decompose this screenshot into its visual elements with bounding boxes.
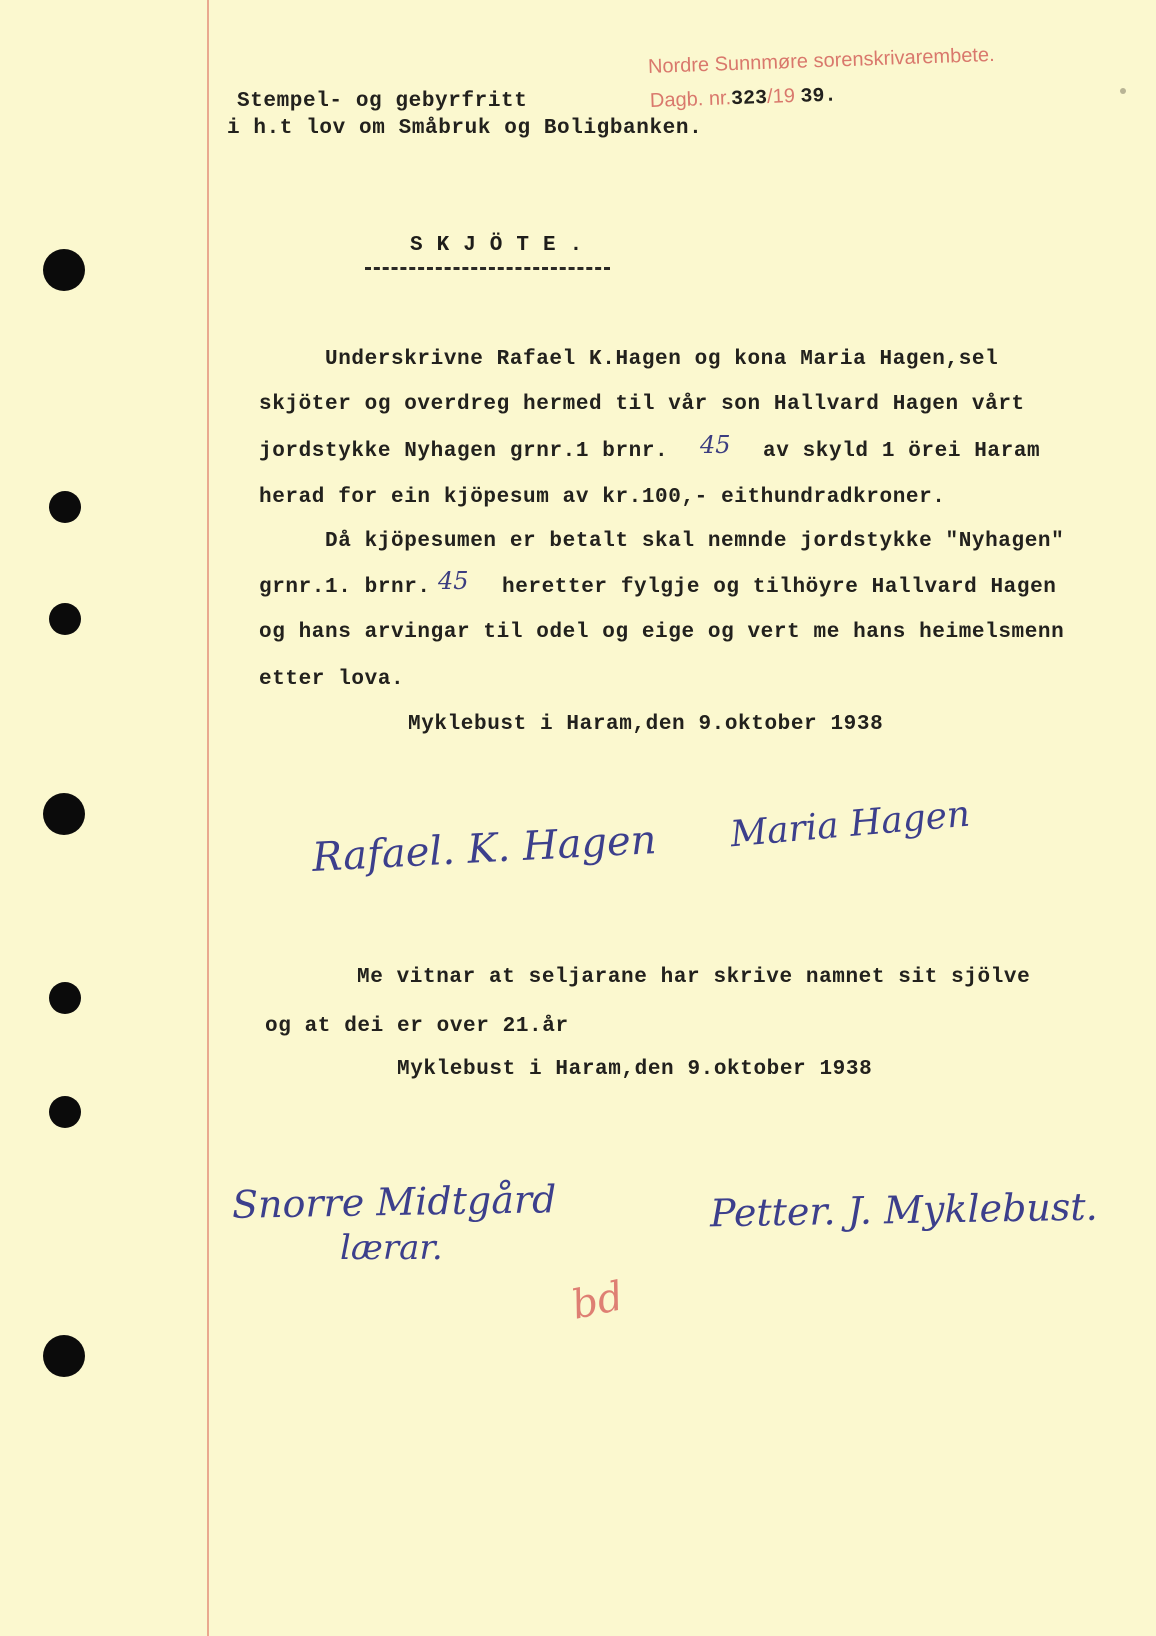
punch-hole-5 [49,982,81,1014]
handwritten-brnr-1: 45 [700,431,731,459]
signature-witness-1-title: lærar. [340,1228,443,1268]
body-p2-line-4: etter lova. [259,668,405,691]
place-date-2: Myklebust i Haram,den 9.oktober 1938 [397,1058,873,1081]
punch-hole-4 [43,793,85,835]
body-p2-line-2b: heretter fylgje og tilhöyre Hallvard Hagen [502,576,1057,599]
body-p1-line-3a: jordstykke Nyhagen grnr.1 brnr. [259,440,669,463]
signature-witness-2: Petter. J. Myklebust. [709,1184,1099,1236]
punch-hole-3 [49,603,81,635]
paper-speck [1120,88,1126,94]
fee-exempt-line-1: Stempel- og gebyrfritt [237,90,528,113]
registry-stamp-entry [650,83,837,113]
stamp-dagb-label: Dagb. nr. [649,87,732,112]
body-p1-line-1: Underskrivne Rafael K.Hagen og kona Maria Hagen,sel [325,348,999,371]
body-p1-line-3b: av skyld 1 örei Haram [763,440,1041,463]
signature-seller-2: Maria Hagen [728,793,972,856]
handwritten-brnr-2: 45 [438,567,469,595]
place-date-1: Myklebust i Haram,den 9.oktober 1938 [408,713,884,736]
red-pencil-initials: bd [567,1273,628,1329]
body-p2-line-3: og hans arvingar til odel og eige og vert me hans heimelsmenn [259,621,1065,644]
registry-stamp-office: Nordre Sunnmøre sorenskrivarembete. [647,43,995,78]
punch-hole-7 [43,1335,85,1377]
witness-line-2: og at dei er over 21.år [265,1015,569,1038]
stamp-number: 323 [730,86,768,112]
body-p1-line-4: herad for ein kjöpesum av kr.100,- eithundradkroner. [259,486,946,509]
margin-rule [207,0,209,1636]
body-p1-line-2: skjöter og overdreg hermed til vår son Hallvard Hagen vårt [259,393,1025,416]
stamp-year-suffix: 39. [800,84,837,109]
punch-hole-1 [43,249,85,291]
title-underline [365,267,610,270]
document-title: SKJÖTE. [410,234,597,257]
witness-line-1: Me vitnar at seljarane har skrive namnet sit sjölve [357,966,1031,989]
signature-seller-1: Rafael. K. Hagen [311,817,658,881]
fee-exempt-line-2: i h.t lov om Småbruk og Boligbanken. [227,117,703,140]
punch-hole-2 [49,491,81,523]
stamp-year-prefix: /19 [766,84,796,108]
body-p2-line-1: Då kjöpesumen er betalt skal nemnde jordstykke "Nyhagen" [325,530,1065,553]
body-p2-line-2a: grnr.1. brnr. [259,576,431,599]
punch-hole-6 [49,1096,81,1128]
signature-witness-1: Snorre Midtgård [231,1177,557,1227]
